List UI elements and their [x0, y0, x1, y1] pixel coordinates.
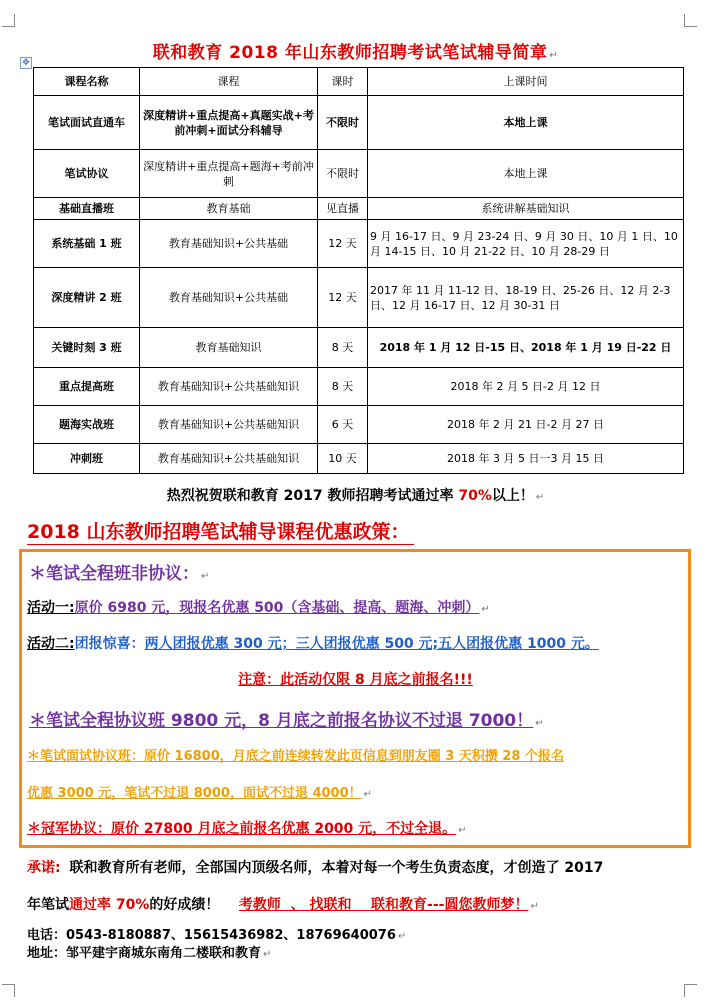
schedule-table — [33, 67, 684, 474]
congrats-suffix: 以上！ — [491, 488, 534, 504]
page-corner-mark — [2, 14, 15, 27]
course-hours: 8 天 — [318, 328, 368, 368]
table-row — [34, 368, 684, 406]
course-time: 2018 年 1 月 12 日-15 日、2018 年 1 月 19 日-22 日 — [368, 328, 684, 368]
table-row — [34, 150, 684, 198]
course-time: 9 月 16-17 日、9 月 23-24 日、9 月 30 日、10 月 1 日、10 月 14-15 日、10 月 21-22 日、10 月 28-29 日 — [368, 220, 684, 268]
table-row — [34, 328, 684, 368]
champion-text: ＊冠军协议：原价 27800 月底之前报名优惠 2000 元，不过全退。 — [27, 821, 457, 837]
activity-two-text: 两人团报优惠 300 元；三人团报优惠 500 元;五人团报优惠 1000 元。 — [144, 636, 599, 652]
result-prefix: 年笔试 — [27, 897, 69, 913]
course-name: 基础直播班 — [34, 198, 140, 220]
course-content: 教育基础知识+公共基础 — [140, 268, 318, 328]
congrats-text: 热烈祝贺联和教育 2017 教师招聘考试通过率 — [166, 488, 459, 504]
course-name: 关键时刻 3 班 — [34, 328, 140, 368]
header-cell: 课程名称 — [34, 68, 140, 96]
table-row — [34, 406, 684, 444]
course-content: 教育基础知识+公共基础知识 — [140, 444, 318, 474]
header-cell: 上课时间 — [368, 68, 684, 96]
slogan: 考教师 、 找联和 联和教育---圆您教师梦！ — [238, 897, 529, 913]
pass-rate: 70% — [458, 488, 492, 504]
course-time: 2017 年 11 月 11-12 日、18-19 日、25-26 日、12 月 2-3 日、12 月 16-17 日、12 月 30-31 日 — [368, 268, 684, 328]
paragraph-mark-icon: ↵ — [263, 949, 272, 960]
policy-title: 2018 山东教师招聘笔试辅导课程优惠政策： — [27, 517, 414, 545]
table-row — [34, 96, 684, 150]
course-time: 2018 年 2 月 5 日-2 月 12 日 — [368, 368, 684, 406]
course-hours: 不限时 — [318, 96, 368, 150]
course-time: 2018 年 3 月 5 日一3 月 15 日 — [368, 444, 684, 474]
table-row — [34, 444, 684, 474]
paragraph-mark-icon: ↵ — [530, 901, 539, 912]
promise-line — [27, 857, 603, 877]
course-time: 本地上课 — [368, 96, 684, 150]
paragraph-mark-icon: ↵ — [201, 571, 210, 582]
result-rate: 通过率 70% — [69, 897, 150, 913]
congrats-line — [0, 485, 711, 505]
header-cell: 课时 — [318, 68, 368, 96]
course-content: 教育基础知识+公共基础知识 — [140, 406, 318, 444]
course-name: 重点提高班 — [34, 368, 140, 406]
course-name: 系统基础 1 班 — [34, 220, 140, 268]
course-hours: 6 天 — [318, 406, 368, 444]
course-content: 教育基础 — [140, 198, 318, 220]
activity-one-label: 活动一: — [27, 600, 75, 616]
activity-two — [27, 633, 599, 653]
header-cell: 课程 — [140, 68, 318, 96]
table-row — [34, 268, 684, 328]
address-text: 地址：邹平建宇商城东南角二楼联和教育 — [27, 946, 262, 961]
promise-label: 承诺: — [27, 860, 61, 876]
promise-text: 联和教育所有老师，全部国内顶级名师，本着对每一个考生负责态度，才创造了 2017 — [69, 860, 604, 876]
course-content: 教育基础知识+公共基础 — [140, 220, 318, 268]
course-content: 教育基础知识 — [140, 328, 318, 368]
course-hours: 10 天 — [318, 444, 368, 474]
agreement-line — [29, 706, 544, 731]
course-name: 深度精讲 2 班 — [34, 268, 140, 328]
activity-two-lead: 团报惊喜： — [74, 636, 145, 652]
course-name: 笔试面试直通车 — [34, 96, 140, 150]
paragraph-mark-icon: ↵ — [549, 50, 559, 61]
table-header-row — [34, 68, 684, 96]
phone-line — [27, 924, 406, 943]
course-time: 系统讲解基础知识 — [368, 198, 684, 220]
course-time: 本地上课 — [368, 150, 684, 198]
phone-text: 电话：0543-8180887、15615436982、18769640076 — [27, 928, 396, 943]
offer-box — [19, 549, 691, 848]
course-content: 深度精讲+重点提高+题海+考前冲刺 — [140, 150, 318, 198]
interview-agreement-text-2: 优惠 3000 元，笔试不过退 8000，面试不过退 4000！ — [27, 786, 362, 801]
course-hours: 12 天 — [318, 268, 368, 328]
interview-agreement-line — [27, 745, 564, 764]
activity-one — [27, 597, 490, 617]
paragraph-mark-icon: ↵ — [535, 718, 544, 729]
course-content: 教育基础知识+公共基础知识 — [140, 368, 318, 406]
course-hours: 8 天 — [318, 368, 368, 406]
address-line — [27, 942, 271, 961]
interview-agreement-text: ＊笔试面试协议班：原价 16800，月底之前连续转发此页信息到朋友圈 3 天积攒 28 个报名 — [27, 749, 564, 764]
table-move-handle-icon[interactable]: ✥ — [20, 57, 32, 69]
paragraph-mark-icon: ↵ — [458, 825, 467, 836]
paragraph-mark-icon: ↵ — [363, 789, 373, 800]
interview-agreement-line-2 — [27, 782, 372, 801]
paragraph-mark-icon: ↵ — [397, 931, 407, 942]
agreement-text: ＊笔试全程协议班 9800 元，8 月底之前报名协议不过退 7000！ — [29, 711, 534, 731]
activity-one-text: 原价 6980 元，现报名优惠 500（含基础、提高、题海、冲刺） — [74, 600, 480, 616]
table-row — [34, 220, 684, 268]
page-corner-mark — [684, 14, 697, 27]
result-line — [27, 894, 539, 914]
course-hours: 不限时 — [318, 150, 368, 198]
notice-text: 注意：此活动仅限 8 月底之前报名!!! — [238, 672, 473, 688]
course-name: 笔试协议 — [34, 150, 140, 198]
page-corner-mark — [2, 984, 15, 997]
course-content: 深度精讲+重点提高+真题实战+考前冲刺+面试分科辅导 — [140, 96, 318, 150]
course-name: 题海实战班 — [34, 406, 140, 444]
paragraph-mark-icon: ↵ — [481, 604, 490, 615]
course-name: 冲刺班 — [34, 444, 140, 474]
notice-line — [0, 669, 711, 689]
non-agreement-text: ＊笔试全程班非协议： — [29, 564, 199, 584]
table-row — [34, 198, 684, 220]
activity-two-label: 活动二: — [27, 636, 75, 652]
paragraph-mark-icon: ↵ — [535, 492, 545, 503]
non-agreement-heading — [29, 559, 209, 584]
course-time: 2018 年 2 月 21 日-2 月 27 日 — [368, 406, 684, 444]
course-hours: 见直播 — [318, 198, 368, 220]
course-hours: 12 天 — [318, 220, 368, 268]
result-suffix: 的好成绩！ — [149, 897, 220, 913]
page-corner-mark — [684, 984, 697, 997]
champion-line — [27, 818, 467, 838]
page-title — [0, 38, 711, 63]
page-title-text: 联和教育 2018 年山东教师招聘考试笔试辅导简章 — [152, 43, 548, 63]
